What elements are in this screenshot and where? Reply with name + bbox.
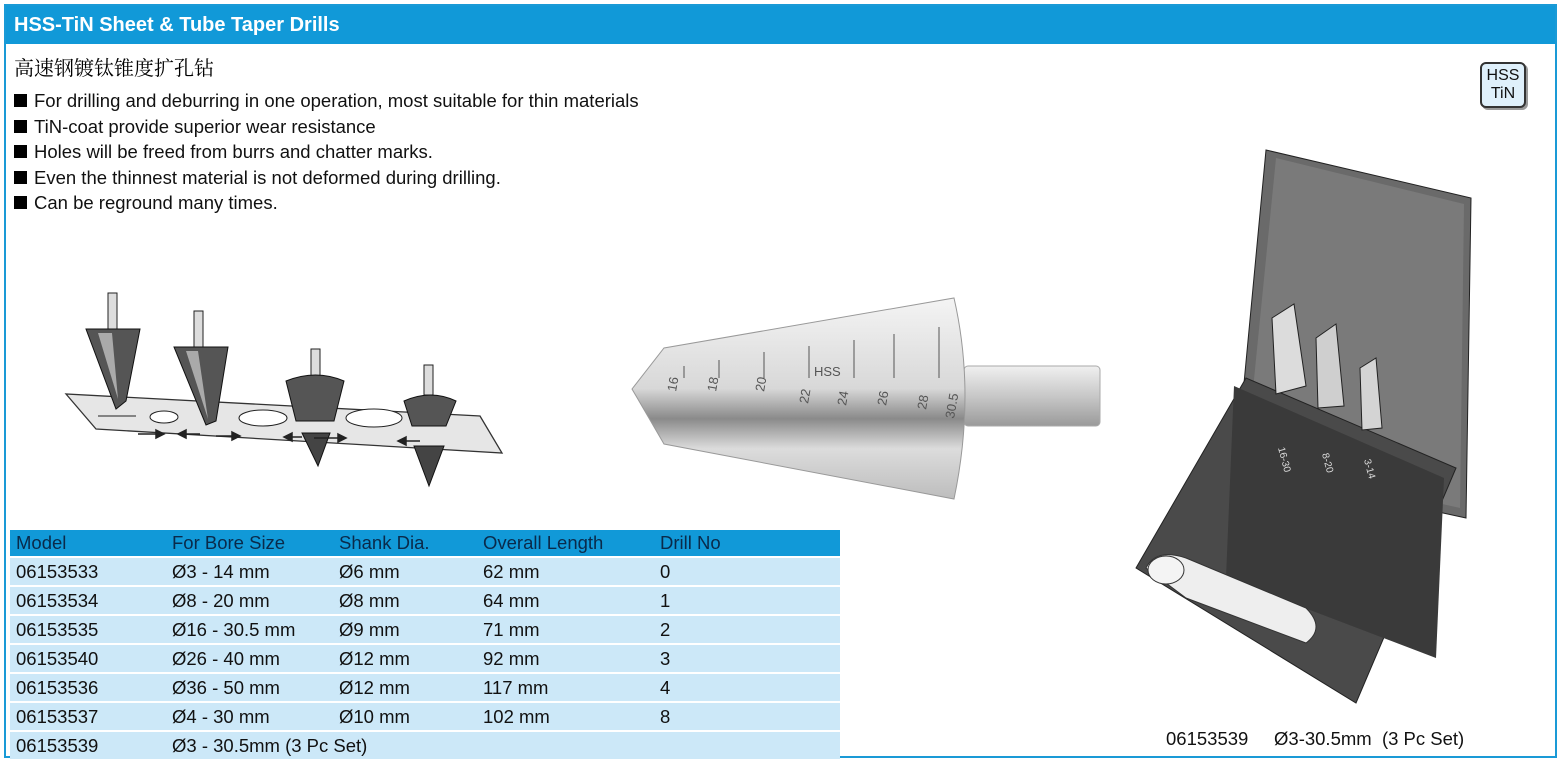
table-row: 06153534 Ø8 - 20 mm Ø8 mm 64 mm 1	[10, 586, 840, 615]
drill-marking-20: 20	[752, 375, 770, 393]
feature-list	[14, 88, 639, 216]
case-label-3-14: 3-14	[1361, 457, 1377, 481]
table-row: 06153540 Ø26 - 40 mm Ø12 mm 92 mm 3	[10, 644, 840, 673]
chinese-subtitle: 高速钢镀钛锥度扩孔钻	[14, 58, 214, 80]
drill-marking-26: 26	[874, 389, 892, 407]
table-header-row	[10, 530, 840, 557]
hss-tin-badge-icon: HSS TiN	[1480, 62, 1526, 108]
case-label-16-30: 16-30	[1275, 445, 1293, 474]
feature-item: Even the thinnest material is not deformed during drilling.	[14, 165, 639, 191]
feature-item: For drilling and deburring in one operation, most suitable for thin materials	[14, 88, 639, 114]
drill-marking-24: 24	[834, 389, 852, 407]
feature-item: TiN-coat provide superior wear resistance	[14, 114, 639, 140]
product-panel	[4, 4, 1557, 758]
feature-item: Can be reground many times.	[14, 190, 639, 216]
header-drill-no: Drill No	[660, 532, 721, 553]
bullet-square-icon	[14, 171, 27, 184]
specs-table-container	[10, 530, 840, 759]
feature-item: Holes will be freed from burrs and chatter marks.	[14, 139, 639, 165]
drill-marking-30-5: 30.5	[942, 391, 962, 420]
header-bore-size: For Bore Size	[172, 532, 286, 553]
table-row: 06153533 Ø3 - 14 mm Ø6 mm 62 mm 0	[10, 557, 840, 586]
set-caption-description: Ø3-30.5mm (3 Pc Set)	[1274, 728, 1465, 749]
bullet-square-icon	[14, 94, 27, 107]
table-row: 06153536 Ø36 - 50 mm Ø12 mm 117 mm 4	[10, 673, 840, 702]
page-title: HSS-TiN Sheet & Tube Taper Drills	[6, 6, 1555, 44]
set-caption-model: 06153539	[1166, 728, 1249, 749]
drill-marking-hss: HSS	[814, 364, 841, 379]
bullet-square-icon	[14, 145, 27, 158]
specs-table	[10, 530, 840, 759]
drill-marking-28: 28	[914, 393, 932, 411]
table-row: 06153535 Ø16 - 30.5 mm Ø9 mm 71 mm 2	[10, 615, 840, 644]
bullet-square-icon	[14, 120, 27, 133]
case-label-8-20: 8-20	[1319, 451, 1335, 475]
drill-marking-16: 16	[664, 375, 682, 393]
set-caption	[1166, 728, 1464, 750]
taper-drill-image	[624, 294, 1104, 504]
drilling-sequence-illustration	[46, 281, 516, 491]
header-model: Model	[16, 532, 67, 553]
drill-set-case-image	[1126, 138, 1486, 708]
table-row: 06153537 Ø4 - 30 mm Ø10 mm 102 mm 8	[10, 702, 840, 731]
bullet-square-icon	[14, 196, 27, 209]
drill-marking-22: 22	[796, 387, 814, 405]
drill-marking-18: 18	[704, 375, 722, 393]
table-row-set: 06153539 Ø3 - 30.5mm (3 Pc Set)	[10, 731, 840, 759]
header-shank-dia: Shank Dia.	[339, 532, 430, 553]
header-overall-length: Overall Length	[483, 532, 604, 553]
